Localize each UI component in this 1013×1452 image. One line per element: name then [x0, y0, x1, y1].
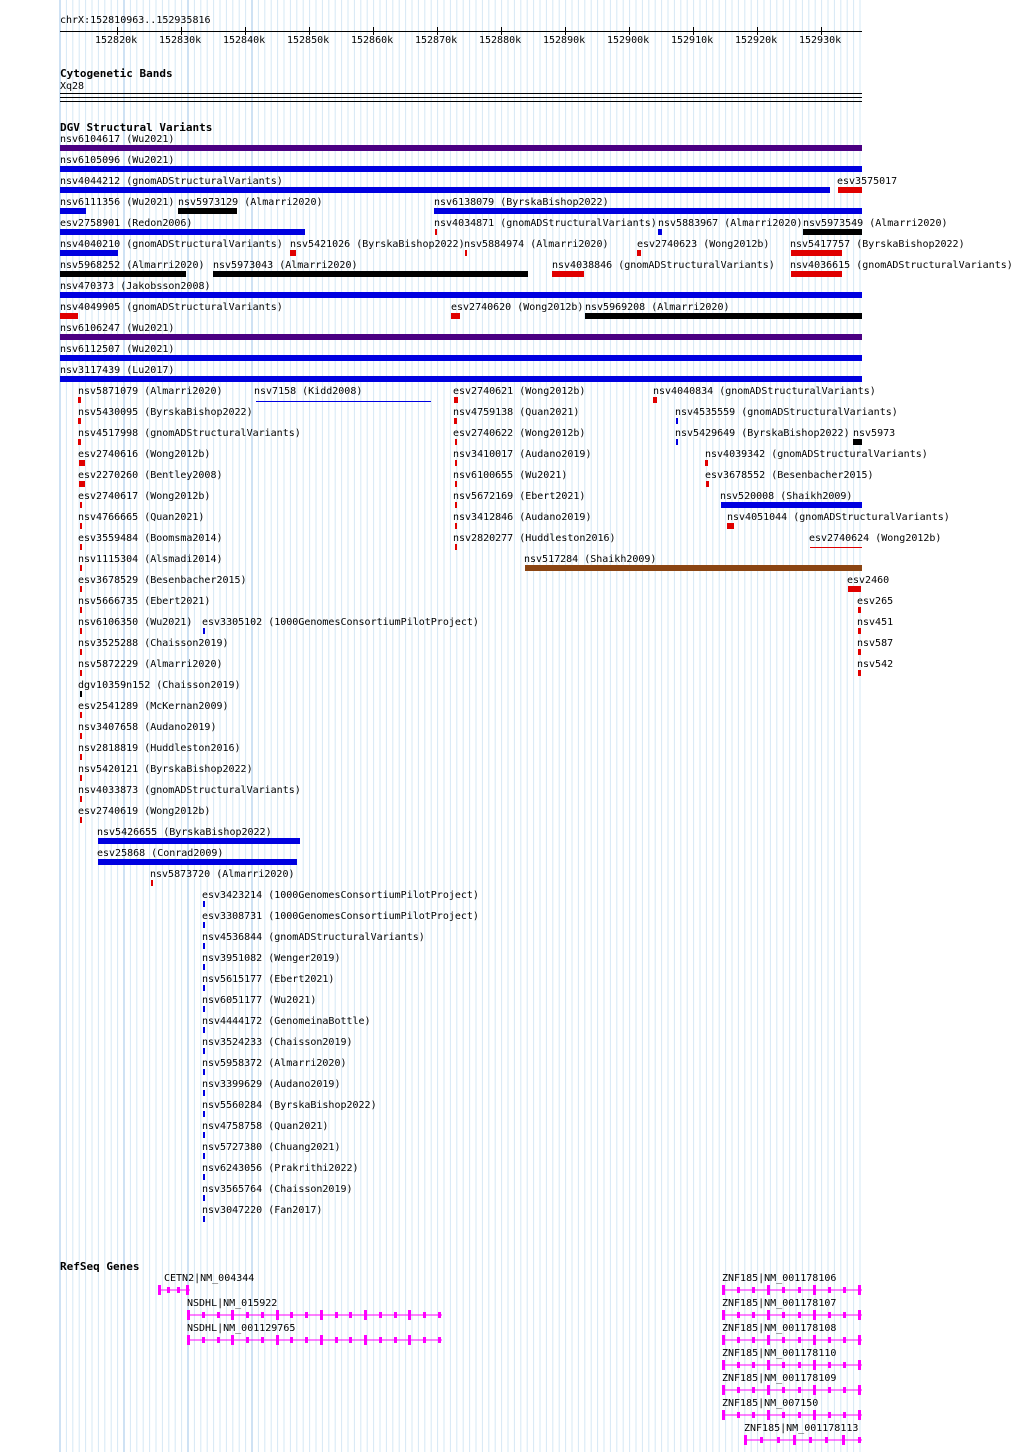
cytoband-line-top — [60, 93, 862, 94]
variant-bar[interactable] — [60, 166, 862, 172]
gene-label[interactable]: ZNF185|NM_001178110 — [722, 1348, 837, 1359]
ruler-tick-label: 152900k — [607, 35, 650, 46]
variant-label[interactable]: nsv5968252 (Almarri2020) — [60, 260, 205, 271]
ruler-tick-label: 152840k — [223, 35, 266, 46]
variant-label[interactable]: nsv5958372 (Almarri2020) — [202, 1058, 347, 1069]
variant-label[interactable]: esv25868 (Conrad2009) — [97, 848, 224, 859]
variant-bar[interactable] — [203, 922, 205, 928]
variant-bar[interactable] — [256, 401, 431, 402]
variant-label[interactable]: nsv6111356 (Wu2021) — [60, 197, 175, 208]
variant-label[interactable]: nsv5873720 (Almarri2020) — [150, 869, 295, 880]
variant-label[interactable]: nsv4044212 (gnomADStructuralVariants) — [60, 176, 283, 187]
variant-label[interactable]: nsv6100655 (Wu2021) — [453, 470, 568, 481]
variant-bar[interactable] — [60, 145, 862, 151]
variant-bar[interactable] — [454, 418, 457, 424]
variant-bar[interactable] — [80, 586, 82, 592]
variant-bar[interactable] — [858, 670, 861, 676]
ruler-tick-label: 152820k — [95, 35, 138, 46]
variant-label[interactable]: nsv5420121 (ByrskaBishop2022) — [78, 764, 253, 775]
variant-label[interactable]: nsv6112507 (Wu2021) — [60, 344, 175, 355]
ruler-tick-mark — [437, 27, 438, 35]
variant-label[interactable]: nsv4517998 (gnomADStructuralVariants) — [78, 428, 301, 439]
variant-label[interactable]: nsv6104617 (Wu2021) — [60, 134, 175, 145]
variant-bar[interactable] — [79, 460, 85, 466]
variant-bar[interactable] — [455, 544, 457, 550]
variant-bar[interactable] — [455, 460, 457, 466]
ruler-tick-label: 152880k — [479, 35, 522, 46]
variant-label[interactable]: nsv5884974 (Almarri2020) — [464, 239, 609, 250]
variant-label[interactable]: esv2740623 (Wong2012b) — [637, 239, 770, 250]
variant-label[interactable]: nsv542 — [857, 659, 894, 670]
variant-bar[interactable] — [78, 439, 81, 445]
variant-bar[interactable] — [203, 1090, 205, 1096]
variant-label[interactable]: nsv4051044 (gnomADStructuralVariants) — [727, 512, 950, 523]
ruler-tick-label: 152910k — [671, 35, 714, 46]
variant-label[interactable]: esv2740621 (Wong2012b) — [453, 386, 586, 397]
variant-label[interactable]: nsv4038846 (gnomADStructuralVariants) — [552, 260, 775, 271]
variant-label[interactable]: nsv517284 (Shaikh2009) — [524, 554, 657, 565]
variant-bar[interactable] — [178, 208, 237, 214]
variant-label[interactable]: esv3305102 (1000GenomesConsortiumPilotProject) — [202, 617, 479, 628]
variant-label[interactable]: nsv6138079 (ByrskaBishop2022) — [434, 197, 609, 208]
variant-label[interactable]: nsv3410017 (Audano2019) — [453, 449, 592, 460]
variant-label[interactable]: nsv4535559 (gnomADStructuralVariants) — [675, 407, 898, 418]
variant-bar[interactable] — [721, 502, 862, 508]
ruler-tick-label: 152870k — [415, 35, 458, 46]
ruler-tick-mark — [565, 27, 566, 35]
gene-model[interactable] — [744, 1434, 862, 1446]
ruler-tick-label: 152890k — [543, 35, 586, 46]
variant-label[interactable]: nsv5426655 (ByrskaBishop2022) — [97, 827, 272, 838]
ruler-tick-mark — [757, 27, 758, 35]
variant-bar[interactable] — [98, 838, 300, 844]
variant-label[interactable]: nsv5421026 (ByrskaBishop2022) — [290, 239, 465, 250]
variant-bar[interactable] — [454, 397, 458, 403]
variant-bar[interactable] — [80, 691, 82, 697]
variant-bar[interactable] — [203, 1048, 205, 1054]
track-separator — [60, 101, 862, 102]
variant-label[interactable]: esv3678529 (Besenbacher2015) — [78, 575, 247, 586]
variant-bar[interactable] — [653, 397, 657, 403]
variant-label[interactable]: nsv5666735 (Ebert2021) — [78, 596, 211, 607]
variant-label[interactable]: esv2740619 (Wong2012b) — [78, 806, 211, 817]
variant-bar[interactable] — [203, 901, 205, 907]
variant-bar[interactable] — [455, 439, 457, 445]
variant-label[interactable]: nsv3525288 (Chaisson2019) — [78, 638, 229, 649]
variant-bar[interactable] — [676, 439, 678, 445]
variant-bar[interactable] — [848, 586, 861, 592]
ruler-tick-label: 152830k — [159, 35, 202, 46]
variant-label[interactable]: nsv7158 (Kidd2008) — [254, 386, 363, 397]
variant-label[interactable]: esv2740616 (Wong2012b) — [78, 449, 211, 460]
variant-label[interactable]: nsv5973549 (Almarri2020) — [803, 218, 948, 229]
ruler-tick-mark — [245, 27, 246, 35]
variant-bar[interactable] — [203, 628, 205, 634]
variant-bar[interactable] — [791, 250, 842, 256]
gene-label[interactable]: ZNF185|NM_007150 — [722, 1398, 819, 1409]
variant-label[interactable]: nsv4536844 (gnomADStructuralVariants) — [202, 932, 425, 943]
variant-label[interactable]: nsv6051177 (Wu2021) — [202, 995, 317, 1006]
variant-label[interactable]: nsv5560284 (ByrskaBishop2022) — [202, 1100, 377, 1111]
variant-bar[interactable] — [79, 481, 85, 487]
variant-label[interactable]: nsv3565764 (Chaisson2019) — [202, 1184, 353, 1195]
ruler-tick-mark — [693, 27, 694, 35]
variant-label[interactable]: nsv3412846 (Audano2019) — [453, 512, 592, 523]
variant-label[interactable]: nsv3399629 (Audano2019) — [202, 1079, 341, 1090]
variant-bar[interactable] — [80, 817, 82, 823]
variant-label[interactable]: nsv4040834 (gnomADStructuralVariants) — [653, 386, 876, 397]
cytoband-label: Xq28 — [60, 81, 85, 92]
gene-model[interactable] — [722, 1284, 862, 1296]
variant-bar[interactable] — [151, 880, 153, 886]
variant-bar[interactable] — [552, 271, 584, 277]
ruler-range: chrX:152810963..152935816 — [60, 15, 211, 26]
ruler-tick-label: 152860k — [351, 35, 394, 46]
gene-label[interactable]: ZNF185|NM_001178113 — [744, 1423, 859, 1434]
variant-bar[interactable] — [585, 313, 862, 319]
variant-bar[interactable] — [203, 1069, 205, 1075]
variant-label[interactable]: nsv2820277 (Huddleston2016) — [453, 533, 616, 544]
ruler-tick-mark — [501, 27, 502, 35]
variant-label[interactable]: nsv4049905 (gnomADStructuralVariants) — [60, 302, 283, 313]
variant-label[interactable]: nsv5417757 (ByrskaBishop2022) — [790, 239, 965, 250]
variant-label[interactable]: nsv6105096 (Wu2021) — [60, 155, 175, 166]
variant-label[interactable]: esv265 — [857, 596, 894, 607]
ruler-tick-mark — [629, 27, 630, 35]
variant-bar[interactable] — [858, 607, 861, 613]
variant-label[interactable]: nsv3951082 (Wenger2019) — [202, 953, 341, 964]
variant-bar[interactable] — [78, 418, 81, 424]
gene-model[interactable] — [722, 1384, 862, 1396]
gene-model[interactable] — [722, 1359, 862, 1371]
variant-bar[interactable] — [80, 502, 82, 508]
variant-label[interactable]: esv2758901 (Redon2006) — [60, 218, 193, 229]
variant-label[interactable]: esv3559484 (Boomsma2014) — [78, 533, 223, 544]
variant-bar[interactable] — [455, 502, 457, 508]
variant-bar[interactable] — [80, 607, 82, 613]
variant-bar[interactable] — [203, 1216, 205, 1222]
gene-label[interactable]: ZNF185|NM_001178108 — [722, 1323, 837, 1334]
variant-bar[interactable] — [791, 271, 842, 277]
variant-bar[interactable] — [60, 376, 862, 382]
gene-model[interactable] — [722, 1334, 862, 1346]
gene-label[interactable]: NSDHL|NM_015922 — [187, 1298, 278, 1309]
variant-bar[interactable] — [80, 754, 82, 760]
ruler-tick-mark — [373, 27, 374, 35]
variant-bar[interactable] — [80, 649, 82, 655]
variant-label[interactable]: esv2270260 (Bentley2008) — [78, 470, 223, 481]
variant-label[interactable]: nsv4036615 (gnomADStructuralVariants) — [790, 260, 1013, 271]
variant-bar[interactable] — [213, 271, 528, 277]
variant-bar[interactable] — [838, 187, 862, 193]
variant-label[interactable]: nsv2818819 (Huddleston2016) — [78, 743, 241, 754]
variant-bar[interactable] — [465, 250, 467, 256]
variant-bar[interactable] — [455, 481, 457, 487]
variant-bar[interactable] — [60, 292, 862, 298]
variant-label[interactable]: nsv587 — [857, 638, 894, 649]
variant-label[interactable]: nsv5969208 (Almarri2020) — [585, 302, 730, 313]
variant-bar[interactable] — [858, 628, 861, 634]
gene-model[interactable] — [722, 1309, 862, 1321]
ruler-tick-label: 152920k — [735, 35, 778, 46]
variant-label[interactable]: nsv3407658 (Audano2019) — [78, 722, 217, 733]
ruler-tick-mark — [309, 27, 310, 35]
variant-bar[interactable] — [80, 670, 82, 676]
variant-label[interactable]: esv3423214 (1000GenomesConsortiumPilotProject) — [202, 890, 479, 901]
variant-bar[interactable] — [727, 523, 734, 529]
gene-label[interactable]: NSDHL|NM_001129765 — [187, 1323, 296, 1334]
variant-bar[interactable] — [60, 313, 78, 319]
variant-label[interactable]: nsv4758758 (Quan2021) — [202, 1121, 329, 1132]
variant-bar[interactable] — [203, 1153, 205, 1159]
variant-label[interactable]: nsv4766665 (Quan2021) — [78, 512, 205, 523]
variant-bar[interactable] — [60, 187, 830, 193]
ruler-tick-mark — [117, 27, 118, 35]
ruler-tick-label: 152930k — [799, 35, 842, 46]
variant-bar[interactable] — [203, 985, 205, 991]
variant-label[interactable]: nsv520008 (Shaikh2009) — [720, 491, 853, 502]
variant-bar[interactable] — [676, 418, 678, 424]
variant-label[interactable]: nsv6243056 (Prakrithi2022) — [202, 1163, 359, 1174]
variant-bar[interactable] — [60, 229, 305, 235]
variant-bar[interactable] — [203, 1132, 205, 1138]
variant-bar[interactable] — [434, 208, 862, 214]
variant-bar[interactable] — [80, 565, 82, 571]
gene-label[interactable]: ZNF185|NM_001178106 — [722, 1273, 837, 1284]
variant-label[interactable]: nsv4033873 (gnomADStructuralVariants) — [78, 785, 301, 796]
refseq-track-title: RefSeq Genes — [60, 1260, 140, 1273]
variant-bar[interactable] — [203, 1006, 205, 1012]
variant-label[interactable]: nsv4040210 (gnomADStructuralVariants) — [60, 239, 283, 250]
variant-label[interactable]: nsv451 — [857, 617, 894, 628]
variant-label[interactable]: nsv6106247 (Wu2021) — [60, 323, 175, 334]
gene-label[interactable]: CETN2|NM_004344 — [164, 1273, 255, 1284]
variant-label[interactable]: nsv5973043 (Almarri2020) — [213, 260, 358, 271]
variant-label[interactable]: nsv5429649 (ByrskaBishop2022) — [675, 428, 850, 439]
variant-bar[interactable] — [80, 733, 82, 739]
ruler-tick-mark — [821, 27, 822, 35]
gene-label[interactable]: ZNF185|NM_001178107 — [722, 1298, 837, 1309]
variant-bar[interactable] — [80, 628, 82, 634]
variant-bar[interactable] — [203, 1174, 205, 1180]
variant-label[interactable]: nsv5430095 (ByrskaBishop2022) — [78, 407, 253, 418]
cytoband-track-title: Cytogenetic Bands — [60, 67, 173, 80]
variant-bar[interactable] — [637, 250, 641, 256]
variant-label[interactable]: nsv5871079 (Almarri2020) — [78, 386, 223, 397]
variant-label[interactable]: nsv5872229 (Almarri2020) — [78, 659, 223, 670]
ruler-tick-mark — [181, 27, 182, 35]
variant-bar[interactable] — [658, 229, 662, 235]
cytoband-line-bottom — [60, 97, 862, 98]
variant-label[interactable]: esv3575017 — [837, 176, 898, 187]
variant-label[interactable]: nsv6106350 (Wu2021) — [78, 617, 193, 628]
ruler-tick-label: 152850k — [287, 35, 330, 46]
variant-label[interactable]: esv3678552 (Besenbacher2015) — [705, 470, 874, 481]
variant-label[interactable]: dgv10359n152 (Chaisson2019) — [78, 680, 241, 691]
variant-bar[interactable] — [525, 565, 862, 571]
variant-bar[interactable] — [706, 481, 709, 487]
variant-bar[interactable] — [858, 649, 861, 655]
variant-bar[interactable] — [80, 523, 82, 529]
variant-bar[interactable] — [60, 355, 862, 361]
gene-label[interactable]: ZNF185|NM_001178109 — [722, 1373, 837, 1384]
variant-label[interactable]: nsv5727380 (Chuang2021) — [202, 1142, 341, 1153]
variant-bar[interactable] — [203, 964, 205, 970]
dgv-track-title: DGV Structural Variants — [60, 121, 213, 134]
variant-label[interactable]: esv2541289 (McKernan2009) — [78, 701, 229, 712]
variant-label[interactable]: esv2740620 (Wong2012b) — [451, 302, 584, 313]
variant-label[interactable]: nsv5973129 (Almarri2020) — [178, 197, 323, 208]
variant-label[interactable]: nsv4759138 (Quan2021) — [453, 407, 580, 418]
variant-label[interactable]: esv2740622 (Wong2012b) — [453, 428, 586, 439]
variant-bar[interactable] — [98, 859, 297, 865]
variant-bar[interactable] — [803, 229, 862, 235]
variant-bar[interactable] — [203, 1111, 205, 1117]
variant-bar[interactable] — [80, 544, 82, 550]
variant-bar[interactable] — [80, 796, 82, 802]
variant-bar[interactable] — [60, 208, 86, 214]
variant-label[interactable]: nsv3047220 (Fan2017) — [202, 1205, 323, 1216]
variant-bar[interactable] — [78, 397, 81, 403]
variant-label[interactable]: nsv5883967 (Almarri2020) — [658, 218, 803, 229]
variant-bar[interactable] — [705, 460, 708, 466]
variant-label[interactable]: nsv3524233 (Chaisson2019) — [202, 1037, 353, 1048]
variant-bar[interactable] — [80, 712, 82, 718]
variant-label[interactable]: esv2460 — [847, 575, 890, 586]
variant-bar[interactable] — [455, 523, 457, 529]
variant-bar[interactable] — [60, 250, 118, 256]
variant-label[interactable]: nsv5973 — [853, 428, 896, 439]
variant-label[interactable]: nsv4039342 (gnomADStructuralVariants) — [705, 449, 928, 460]
variant-label[interactable]: esv2740617 (Wong2012b) — [78, 491, 211, 502]
variant-bar[interactable] — [60, 334, 862, 340]
variant-bar[interactable] — [203, 1195, 205, 1201]
variant-bar[interactable] — [203, 943, 205, 949]
variant-label[interactable]: esv3308731 (1000GenomesConsortiumPilotProject) — [202, 911, 479, 922]
variant-label[interactable]: nsv4034871 (gnomADStructuralVariants) — [434, 218, 657, 229]
variant-label[interactable]: nsv3117439 (Lu2017) — [60, 365, 175, 376]
variant-label[interactable]: nsv1115304 (Alsmadi2014) — [78, 554, 223, 565]
variant-bar[interactable] — [60, 271, 186, 277]
variant-bar[interactable] — [853, 439, 862, 445]
variant-bar[interactable] — [203, 1027, 205, 1033]
variant-label[interactable]: nsv470373 (Jakobsson2008) — [60, 281, 211, 292]
variant-label[interactable]: nsv5672169 (Ebert2021) — [453, 491, 586, 502]
variant-bar[interactable] — [451, 313, 460, 319]
gene-model[interactable] — [158, 1284, 190, 1296]
variant-bar[interactable] — [80, 775, 82, 781]
gene-model[interactable] — [187, 1334, 442, 1346]
variant-label[interactable]: nsv4444172 (GenomeinaBottle) — [202, 1016, 371, 1027]
variant-bar[interactable] — [435, 229, 437, 235]
variant-label[interactable]: nsv5615177 (Ebert2021) — [202, 974, 335, 985]
gene-model[interactable] — [187, 1309, 442, 1321]
variant-bar[interactable] — [290, 250, 296, 256]
gene-model[interactable] — [722, 1409, 862, 1421]
variant-bar[interactable] — [810, 547, 862, 548]
variant-label[interactable]: esv2740624 (Wong2012b) — [809, 533, 942, 544]
